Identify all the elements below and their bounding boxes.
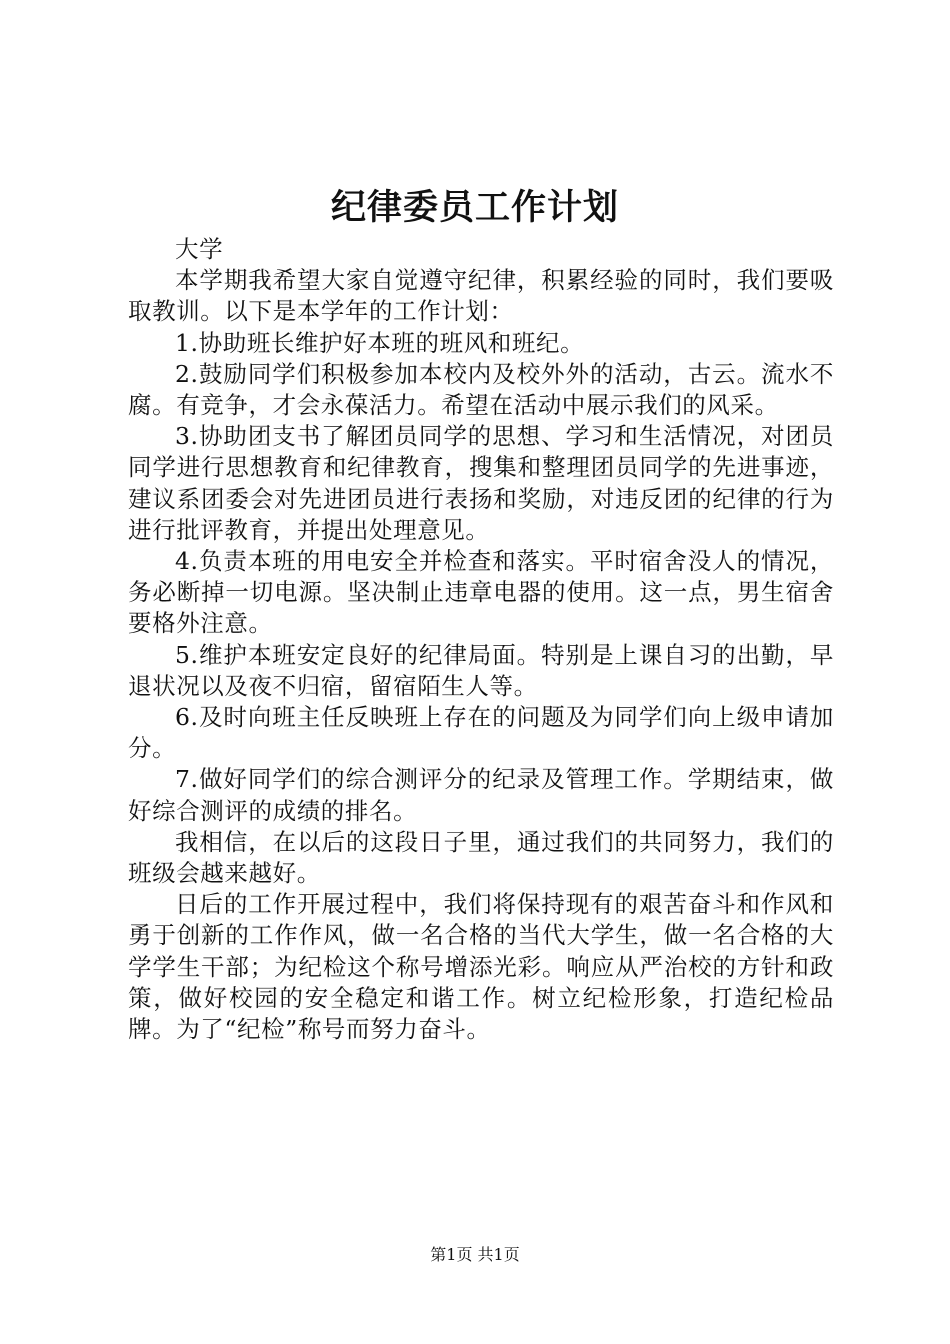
- paragraph-item-6: 6.及时向班主任反映班上存在的问题及为同学们向上级申请加分。: [128, 703, 834, 763]
- paragraph-item-7: 7.做好同学们的综合测评分的纪录及管理工作。学期结束，做好综合测评的成绩的排名。: [128, 765, 834, 825]
- paragraph-closing: 日后的工作开展过程中，我们将保持现有的艰苦奋斗和作风和勇于创新的工作作风，做一名合格的当代大学生，做一名合格的大学学生干部；为纪检这个称号增添光彩。响应从严治校的方针和政策，做好校园的安全稳定和谐工作。树立纪检形象，打造纪检品牌。为了“纪检”称号而努力奋斗。: [128, 890, 834, 1044]
- paragraph-heading: 大学: [175, 235, 224, 263]
- paragraph-item-5: 5.维护本班安定良好的纪律局面。特别是上课自习的出勤，早退状况以及夜不归宿，留宿陌生人等。: [128, 640, 834, 700]
- document-title: 纪律委员工作计划: [330, 188, 619, 228]
- paragraph-belief: 我相信，在以后的这段日子里，通过我们的共同努力，我们的班级会越来越好。: [128, 827, 834, 888]
- document-body: [128, 234, 834, 1045]
- paragraph-item-4: 4.负责本班的用电安全并检查和落实。平时宿舍没人的情况，务必断掉一切电源。坚决制止违章电器的使用。这一点，男生宿舍要格外注意。: [128, 547, 834, 638]
- paragraph-item-3: 3.协助团支书了解团员同学的思想、学习和生活情况，对团员同学进行思想教育和纪律教育，搜集和整理团员同学的先进事迹，建议系团委会对先进团员进行表扬和奖励，对违反团的纪律的行为进行批评教育，并提出处理意见。: [128, 422, 834, 544]
- paragraph-intro: 本学期我希望大家自觉遵守纪律，积累经验的同时，我们要吸取教训。以下是本学年的工作计划：: [128, 266, 834, 326]
- page-footer: 第1页 共1页: [430, 1245, 520, 1264]
- paragraph-item-2: 2.鼓励同学们积极参加本校内及校外外的活动，古云。流水不腐。有竞争，才会永葆活力。希望在活动中展示我们的风采。: [128, 359, 834, 420]
- paragraph-item-1: 1.协助班长维护好本班的班风和班纪。: [175, 328, 585, 357]
